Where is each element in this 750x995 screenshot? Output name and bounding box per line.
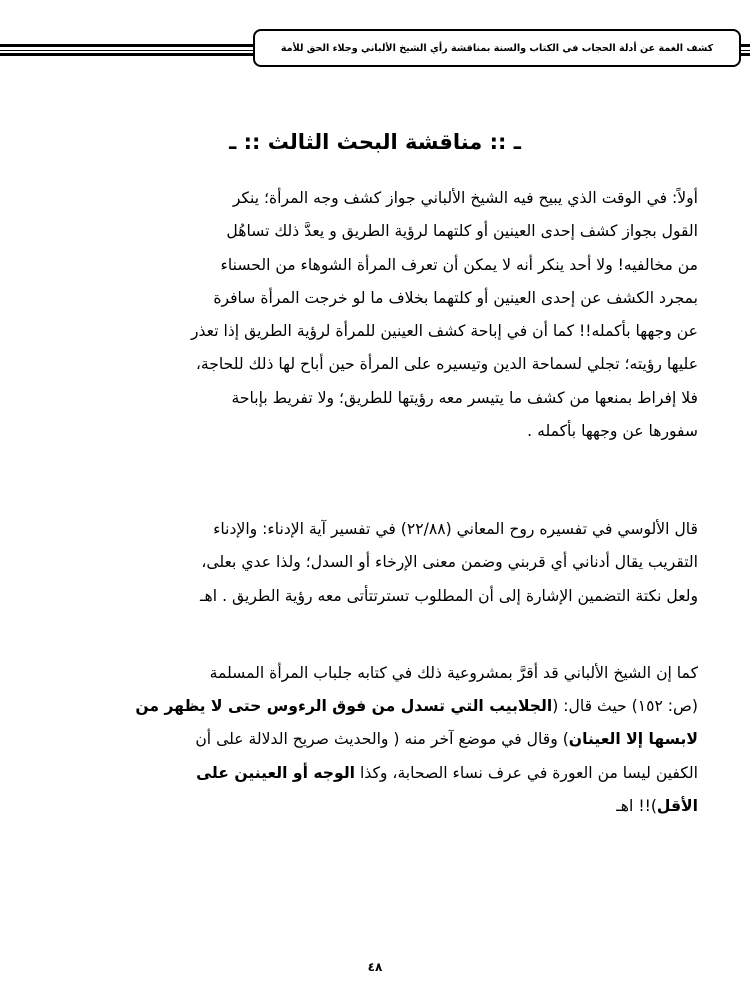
quote-text-plain: ) وقال في موضع آخر منه ( والحديث صريح الدلالة على أن [195, 730, 569, 749]
text-line: التقريب يقال أدناني أي قربني وضمن معنى الإرخاء أو السدل؛ ولذا عدي بعلى، [201, 553, 698, 572]
text-line: ولعل نكتة التضمين الإشارة إلى أن المطلوب تسترتتأتى معه رؤية الطريق . اهـ [199, 586, 698, 605]
paragraph-alusi-quote [94, 513, 698, 613]
quote-text-bold: الأقل [656, 796, 698, 815]
text-line: عليها رؤيته؛ تجلي لسماحة الدين وتيسيره على المرأة حين أباح لها ذلك للحاجة، [195, 355, 698, 374]
running-header-title: كشف الغمة عن أدلة الحجاب في الكتاب والسنة بمناقشة رأي الشيخ الألباني وجلاء الحق للأمة [280, 42, 714, 54]
page-number: ٤٨ [367, 960, 383, 974]
text-line [94, 790, 698, 823]
text-line: بمجرد الكشف عن إحدى العينين أو كلتهما بخلاف ما لو خرجت المرأة سافرة [213, 288, 698, 307]
paragraph-first-point [94, 182, 698, 448]
section-title: ـ :: مناقشة البحث الثالث :: ـ [229, 130, 521, 154]
text-line: كما إن الشيخ الألباني قد أقرَّ بمشروعية ذلك في كتابه جلباب المرأة المسلمة [209, 664, 698, 682]
text-line: أولاً: في الوقت الذي يبيح فيه الشيخ الألباني جواز كشف وجه المرأة؛ ينكر [232, 189, 698, 207]
quote-text-bold: لابسها إلا العينان [568, 730, 698, 749]
text-line [94, 723, 698, 756]
quote-text-bold: الوجه أو العينين على [196, 763, 356, 782]
paragraph-albani-quote [94, 657, 698, 823]
text-line: فلا إفراط بمنعها من كشف ما يتيسر معه رؤيتها للطريق؛ ولا تفريط بإباحة [231, 388, 698, 407]
quote-text-plain: )!! اهـ [616, 796, 657, 815]
running-header [253, 29, 741, 67]
text-line [94, 690, 698, 723]
quote-text-bold: الجلابيب التي تسدل من فوق الرءوس حتى لا يظهر من [135, 697, 553, 716]
text-line: القول بجواز كشف إحدى العينين أو كلتهما لرؤية الطريق و يعدَّ ذلك تساهُل [226, 222, 698, 241]
quote-text-plain: (ص: ١٥٢) حيث قال: ( [552, 697, 698, 716]
text-line: من مخالفيه! ولا أحد ينكر أنه لا يمكن أن تعرف المرأة الشوهاء من الحسناء [220, 255, 698, 274]
text-line: عن وجهها بأكمله!! كما أن في إباحة كشف العينين للمرأة لرؤية الطريق إذا تعذر [190, 322, 698, 341]
text-line: سفورها عن وجهها بأكمله . [527, 422, 698, 441]
text-line [94, 757, 698, 790]
quote-text-plain: الكفين ليسا من العورة في عرف نساء الصحابة، وكذا [355, 763, 698, 782]
text-line: قال الألوسي في تفسيره روح المعاني (٢٢/٨٨) في تفسير آية الإدناء: والإدناء [213, 520, 698, 538]
